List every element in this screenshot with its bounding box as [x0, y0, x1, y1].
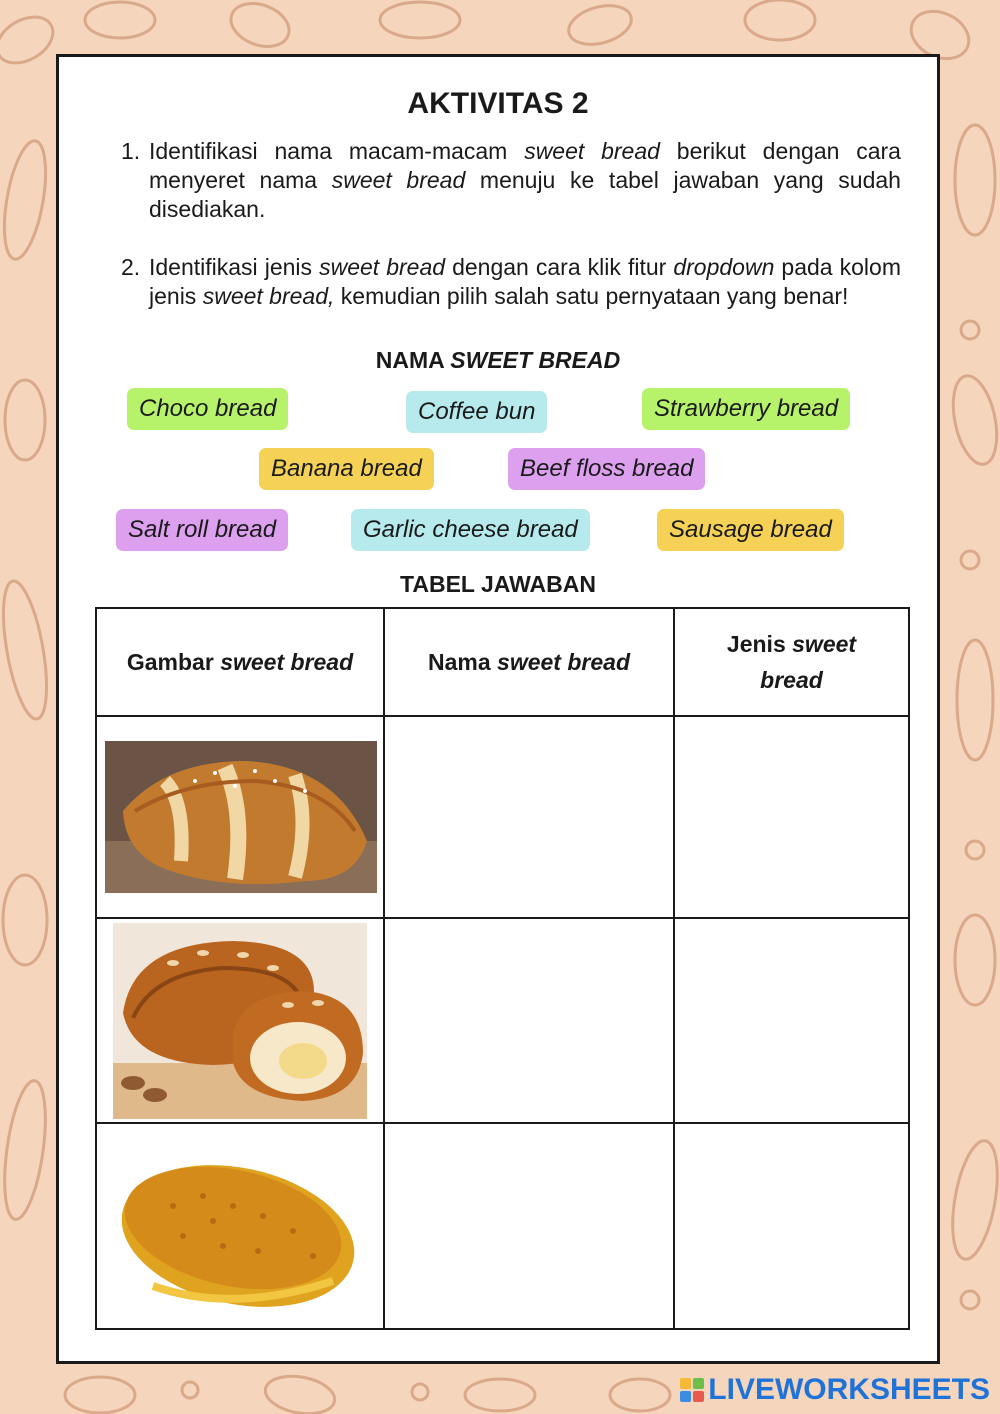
- header-type-plain: Jenis: [726, 631, 793, 657]
- chip-strawberry-bread[interactable]: Strawberry bread: [642, 388, 850, 430]
- instruction-1-text: [149, 137, 901, 224]
- beef-floss-bread-photo: [113, 1136, 363, 1316]
- chip-salt-roll-bread[interactable]: Salt roll bread: [116, 509, 288, 551]
- instruction-1-part: menuju ke tabel jawaban yang sudah disediakan.: [149, 167, 901, 222]
- instruction-2-text: [149, 253, 901, 311]
- header-image-plain: Gambar: [126, 649, 221, 675]
- watermark-text: LIVEWORKSHEETS: [708, 1373, 990, 1406]
- chip-sausage-bread[interactable]: Sausage bread: [657, 509, 844, 551]
- instruction-2-emph: sweet bread: [319, 254, 446, 280]
- instruction-1-part: Identifikasi nama macam-macam: [149, 138, 525, 164]
- instruction-1-emph: sweet bread: [524, 138, 660, 164]
- type-dropdown-cell[interactable]: [674, 918, 909, 1123]
- salt-roll-bread-photo: [105, 741, 377, 893]
- name-drop-zone[interactable]: [384, 918, 674, 1123]
- chip-garlic-cheese-bread[interactable]: Garlic cheese bread: [351, 509, 590, 551]
- header-type-emph: sweet bread: [760, 631, 857, 693]
- table-title: TABEL JAWABAN: [400, 571, 596, 597]
- type-dropdown-cell[interactable]: [674, 716, 909, 918]
- instruction-1-emph: sweet bread: [331, 167, 466, 193]
- table-header-row: [96, 608, 909, 716]
- instruction-2-part: Identifikasi jenis: [149, 254, 320, 280]
- instruction-2-part: kemudian pilih salah satu pernyataan yang benar!: [334, 283, 849, 309]
- answer-table: [95, 607, 910, 1330]
- liveworksheets-watermark: [680, 1372, 990, 1408]
- instruction-1-part: berikut dengan cara menyeret nama: [149, 138, 901, 193]
- header-image: [96, 608, 384, 716]
- instruction-2-number: 2.: [121, 254, 141, 280]
- instruction-1: [121, 137, 901, 224]
- header-type: [674, 608, 909, 716]
- type-dropdown-cell[interactable]: [674, 1123, 909, 1329]
- image-cell: [96, 1123, 384, 1329]
- image-cell: [96, 716, 384, 918]
- chip-choco-bread[interactable]: Choco bread: [127, 388, 288, 430]
- image-cell: [96, 918, 384, 1123]
- liveworksheets-logo-icon: [680, 1378, 704, 1402]
- chip-coffee-bun[interactable]: Coffee bun: [406, 391, 547, 433]
- header-name-plain: Nama: [428, 649, 498, 675]
- header-name: [384, 608, 674, 716]
- table-row: [96, 1123, 909, 1329]
- table-row: [96, 716, 909, 918]
- name-section-title: [59, 347, 937, 374]
- instruction-2-emph: sweet bread,: [202, 283, 335, 309]
- instruction-2-emph: dropdown: [673, 254, 775, 280]
- instruction-2-part: dengan cara klik fitur: [445, 254, 674, 280]
- name-section-prefix: NAMA: [375, 347, 451, 373]
- header-name-emph: sweet bread: [497, 649, 630, 675]
- chip-banana-bread[interactable]: Banana bread: [259, 448, 434, 490]
- instruction-2: [121, 253, 901, 311]
- name-drop-zone[interactable]: [384, 716, 674, 918]
- instruction-2-part: pada kolom jenis: [149, 254, 901, 309]
- banana-bread-photo: [113, 923, 367, 1119]
- worksheet-card: [56, 54, 940, 1364]
- name-section-emph: SWEET BREAD: [450, 347, 621, 373]
- table-row: [96, 918, 909, 1123]
- instruction-1-number: 1.: [121, 138, 141, 164]
- header-image-emph: sweet bread: [220, 649, 354, 675]
- chip-beef-floss-bread[interactable]: Beef floss bread: [508, 448, 705, 490]
- name-drop-zone[interactable]: [384, 1123, 674, 1329]
- page-title: AKTIVITAS 2: [407, 87, 589, 120]
